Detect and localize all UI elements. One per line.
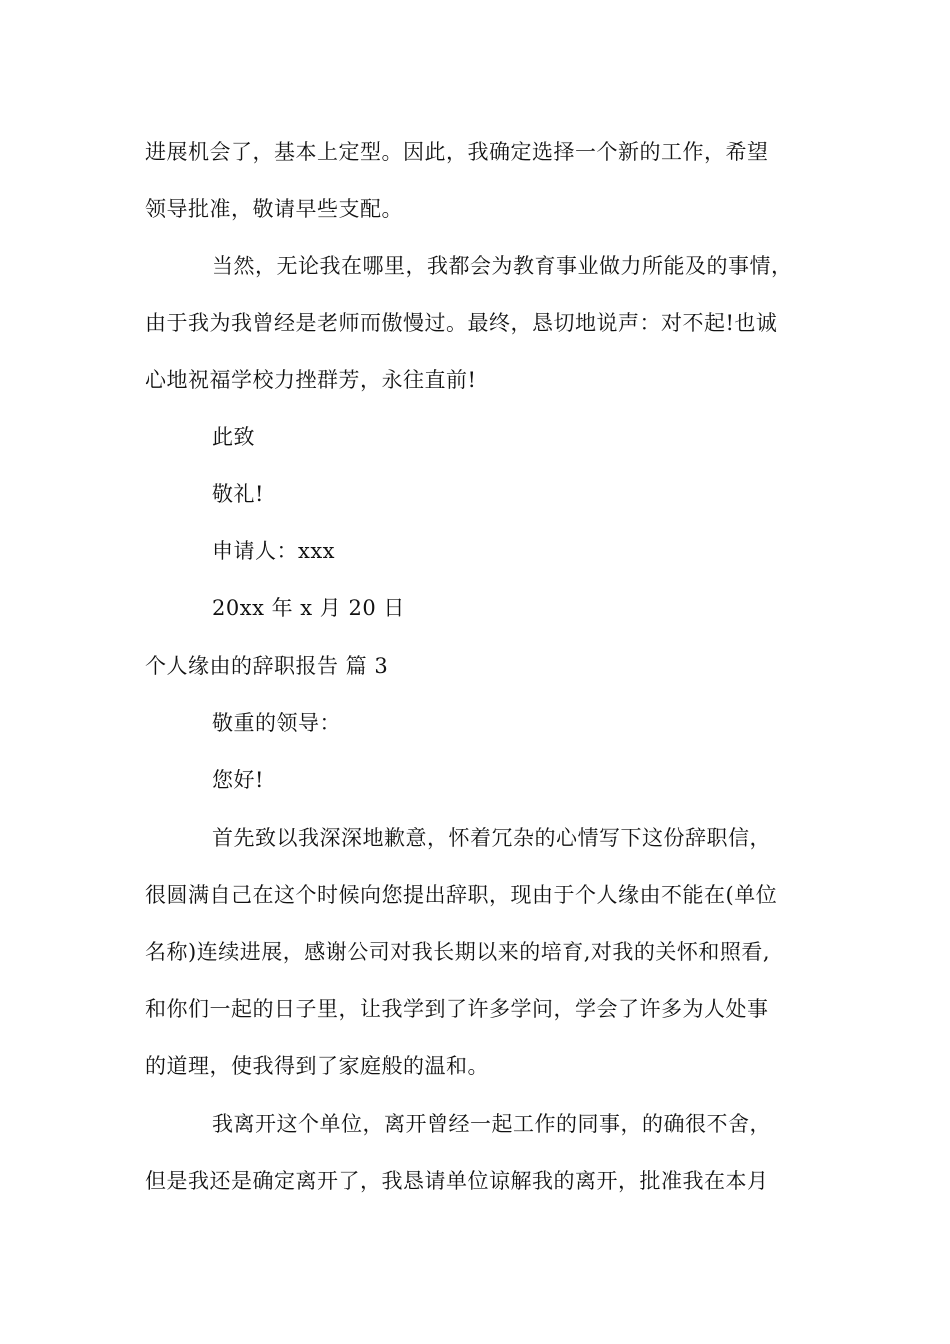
greeting-line: 您好!: [212, 768, 264, 792]
paragraph-start-line: 当然，无论我在哪里，我都会为教育事业做力所能及的事情，: [212, 254, 793, 278]
body-line: 和你们一起的日子里，让我学到了许多学问，学会了许多为人处事: [145, 997, 769, 1021]
date-line: 20xx 年 x 月 20 日: [212, 596, 405, 620]
body-line: 但是我还是确定离开了，我恳请单位谅解我的离开，批准我在本月: [145, 1169, 769, 1193]
body-line: 由于我为我曾经是老师而傲慢过。最终，恳切地说声：对不起!也诚: [145, 311, 778, 335]
body-line: 的道理，使我得到了家庭般的温和。: [145, 1054, 489, 1078]
body-line: 进展机会了，基本上定型。因此，我确定选择一个新的工作，希望: [145, 140, 769, 164]
body-line: 领导批准，敬请早些支配。: [145, 197, 403, 221]
section-heading: 个人缘由的辞职报告 篇 3: [145, 654, 389, 678]
paragraph-start-line: 首先致以我深深地歉意，怀着冗杂的心情写下这份辞职信，: [212, 826, 771, 850]
body-line: 很圆满自己在这个时候向您提出辞职，现由于个人缘由不能在(单位: [145, 883, 778, 907]
applicant-line: 申请人：xxx: [212, 539, 336, 563]
closing-regards: 敬礼!: [212, 482, 264, 506]
paragraph-start-line: 我离开这个单位，离开曾经一起工作的同事，的确很不舍，: [212, 1112, 771, 1136]
body-line: 名称)连续进展，感谢公司对我长期以来的培育,对我的关怀和照看,: [145, 940, 771, 964]
greeting-line: 敬重的领导：: [212, 711, 341, 735]
body-line: 心地祝福学校力挫群芳，永往直前!: [145, 368, 477, 392]
closing-salutation: 此致: [212, 425, 255, 449]
